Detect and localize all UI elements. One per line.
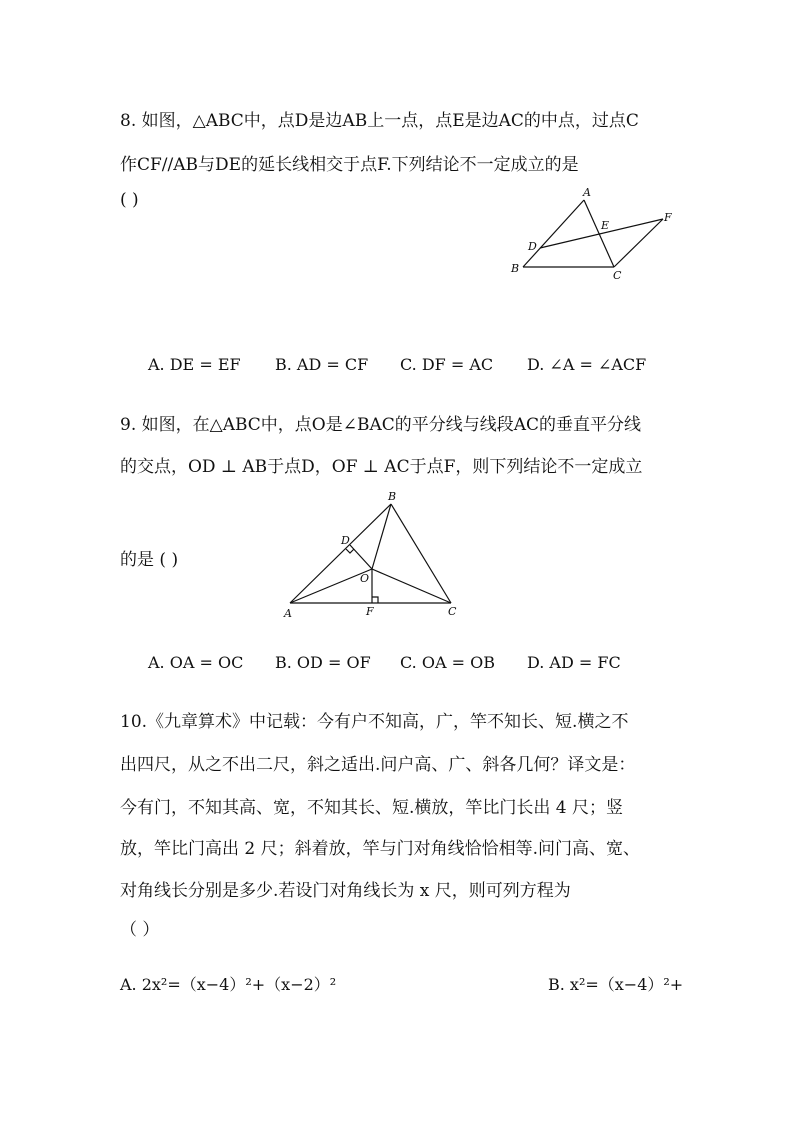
q8-line2: 作CF//AB与DE的延长线相交于点F.下列结论不一定成立的是 [120,155,579,175]
q8-label-e: E [601,219,610,232]
q9-label-b: B [388,490,397,503]
q9-line-oc [372,569,451,603]
q9-label-o: O [360,572,370,585]
q10-line2: 出四尺，从之不出二尺，斜之适出.问户高、广、斜各几何？译文是： [120,755,636,775]
q8-label-d: D [528,240,537,253]
q8-label-a: A [583,186,591,199]
q9-label-a: A [284,607,292,620]
q9-option-d: D. AD = FC [527,653,621,672]
q9-line-od [350,545,372,569]
q8-label-b: B [511,262,520,275]
q8-line1: 8. 如图，△ABC中，点D是边AB上一点，点E是边AC的中点，过点C [120,111,639,131]
q9-option-b: B. OD = OF [275,653,371,672]
q8-line-cf [614,219,663,267]
q8-option-c: C. DF = AC [400,355,494,374]
q9-option-a: A. OA = OC [148,653,244,672]
q10-line1: 10.《九章算术》中记载：今有户不知高，广，竿不知长、短.横之不 [120,712,629,732]
q8-option-b: B. AD = CF [275,355,369,374]
q8-paren: ( ) [120,190,139,210]
q9-label-f: F [366,605,374,618]
q10-line4: 放，竿比门高出 2 尺；斜着放，竿与门对角线恰恰相等.问门高、宽、 [120,839,641,859]
q8-label-f: F [664,211,672,224]
q9-side-bc [391,504,451,603]
q10-option-b: B. x²=（x−4）²+ [548,975,684,994]
q9-label-c: C [448,605,457,618]
q8-option-d: D. ∠A = ∠ACF [527,355,647,374]
q10-line5: 对角线长分别是多少.若设门对角线长为 x 尺，则可列方程为 [120,881,571,901]
q9-right-angle-d [346,549,354,553]
q10-paren: （ ） [120,920,160,940]
q8-option-a: A. DE = EF [148,355,241,374]
q9-side-ab [290,504,391,603]
q9-line2: 的交点，OD ⊥ AB于点D，OF ⊥ AC于点F，则下列结论不一定成立 [120,457,643,477]
q8-label-c: C [613,269,622,282]
q8-side-ab [523,200,584,267]
q10-option-a: A. 2x²=（x−4）²+（x−2）² [120,975,337,994]
q8-figure [505,183,685,283]
q9-figure [280,488,470,623]
q9-label-d: D [341,534,350,547]
q9-line1: 9. 如图，在△ABC中，点O是∠BAC的平分线与线段AC的垂直平分线 [120,415,642,435]
q9-line3: 的是 ( ) [120,550,179,570]
q9-option-c: C. OA = OB [400,653,495,672]
q10-line3: 今有门，不知其高、宽，不知其长、短.横放，竿比门长出 4 尺；竖 [120,798,624,818]
q9-right-angle-f [372,597,378,603]
